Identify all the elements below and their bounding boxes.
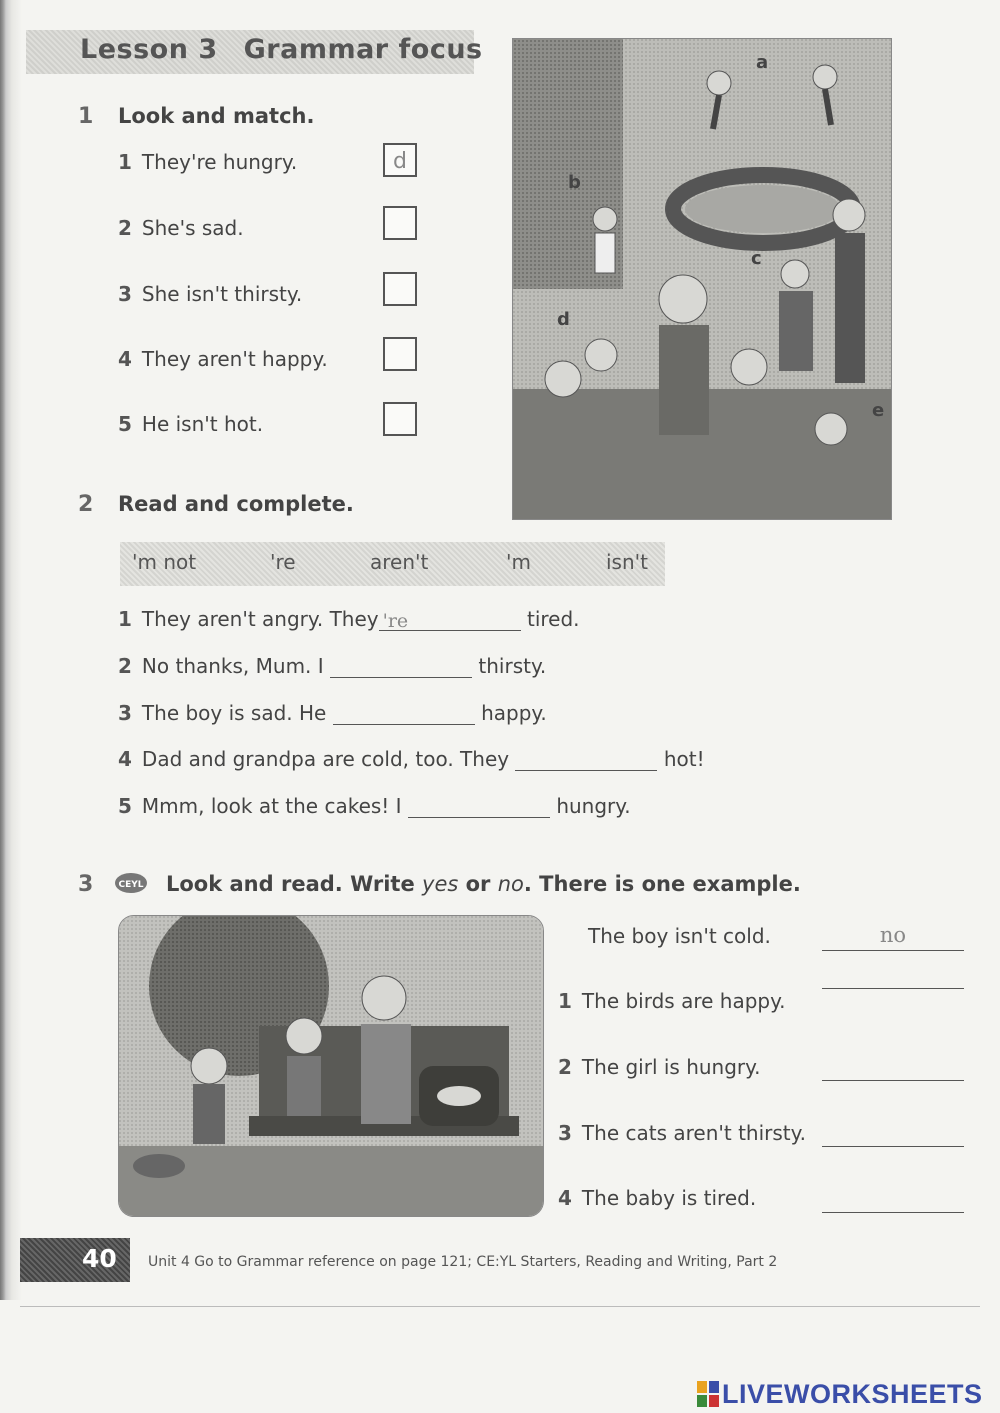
match-item-2: 2 She's sad. <box>118 216 244 240</box>
match-answer-box-2[interactable] <box>383 206 417 240</box>
word-bank-item: 'm <box>506 550 531 574</box>
yes-no-answer-line-4[interactable] <box>822 1182 964 1213</box>
page-number: 40 <box>82 1244 117 1273</box>
match-answer-box-1[interactable]: d <box>383 143 417 177</box>
complete-item-1: 1 They aren't angry. They 're tired. <box>118 607 580 632</box>
picture-label-c: c <box>751 248 762 269</box>
match-item-3: 3 She isn't thirsty. <box>118 282 303 306</box>
picnic-scene-drawing <box>513 39 891 519</box>
lesson-label: Lesson 3 <box>80 34 218 65</box>
match-answer-box-3[interactable] <box>383 272 417 306</box>
section-3-title: Look and read. Write yes or no. There is one example. <box>166 872 801 896</box>
section-3-number: 3 <box>78 872 94 897</box>
section-2-title: Read and complete. <box>118 492 354 516</box>
word-bank-item: 're <box>270 550 296 574</box>
word-bank-item: aren't <box>370 550 429 574</box>
lesson-title: Grammar focus <box>243 34 483 65</box>
match-answer-box-4[interactable] <box>383 337 417 371</box>
brand-name[interactable]: LIVEWORKSHEETS <box>722 1379 983 1409</box>
match-item-5: 5 He isn't hot. <box>118 412 264 436</box>
yes-no-item-4: 4 The baby is tired. <box>558 1186 757 1210</box>
example-answer-line: no <box>822 920 964 951</box>
park-bench-illustration <box>118 915 544 1217</box>
yes-no-item-1: 1 The birds are happy. <box>558 989 786 1013</box>
binding-edge <box>0 0 22 1300</box>
picnic-illustration <box>512 38 892 520</box>
word-bank-item: isn't <box>606 550 648 574</box>
match-answer-box-5[interactable] <box>383 402 417 436</box>
yes-no-answer-line-1[interactable] <box>822 958 964 989</box>
yes-no-answer-line-3[interactable] <box>822 1116 964 1147</box>
match-item-4: 4 They aren't happy. <box>118 347 328 371</box>
answer-blank-2[interactable] <box>330 655 472 678</box>
yes-no-answer-line-2[interactable] <box>822 1050 964 1081</box>
answer-blank-1[interactable]: 're <box>379 608 521 631</box>
picture-label-e: e <box>872 400 885 421</box>
section-1-number: 1 <box>78 104 94 129</box>
picture-label-a: a <box>756 52 769 73</box>
section-1-title: Look and match. <box>118 104 315 128</box>
picture-label-d: d <box>557 309 570 330</box>
example-statement: The boy isn't cold. <box>588 924 771 948</box>
complete-item-5: 5 Mmm, look at the cakes! I hungry. <box>118 794 631 818</box>
section-2-number: 2 <box>78 492 94 517</box>
answer-blank-3[interactable] <box>333 702 475 725</box>
complete-item-2: 2 No thanks, Mum. I thirsty. <box>118 654 547 678</box>
match-item-1: 1 They're hungry. <box>118 150 298 174</box>
yes-no-item-3: 3 The cats aren't thirsty. <box>558 1121 806 1145</box>
yes-no-item-2: 2 The girl is hungry. <box>558 1055 761 1079</box>
liveworksheets-logo-icon <box>697 1381 719 1407</box>
complete-item-3: 3 The boy is sad. He happy. <box>118 701 547 725</box>
page-bottom-edge <box>20 1306 980 1307</box>
page-header <box>80 34 509 65</box>
answer-blank-5[interactable] <box>408 795 550 818</box>
answer-blank-4[interactable] <box>515 748 657 771</box>
exam-badge-icon <box>114 872 148 894</box>
footer-reference: Unit 4 Go to Grammar reference on page 121; CE:YL Starters, Reading and Writing, Part 2 <box>148 1254 778 1270</box>
picture-label-b: b <box>568 172 581 193</box>
exam-badge-text: CEYL <box>118 880 144 890</box>
word-bank-item: 'm not <box>132 550 197 574</box>
park-scene-drawing <box>119 916 543 1216</box>
complete-item-4: 4 Dad and grandpa are cold, too. They hot! <box>118 747 705 771</box>
